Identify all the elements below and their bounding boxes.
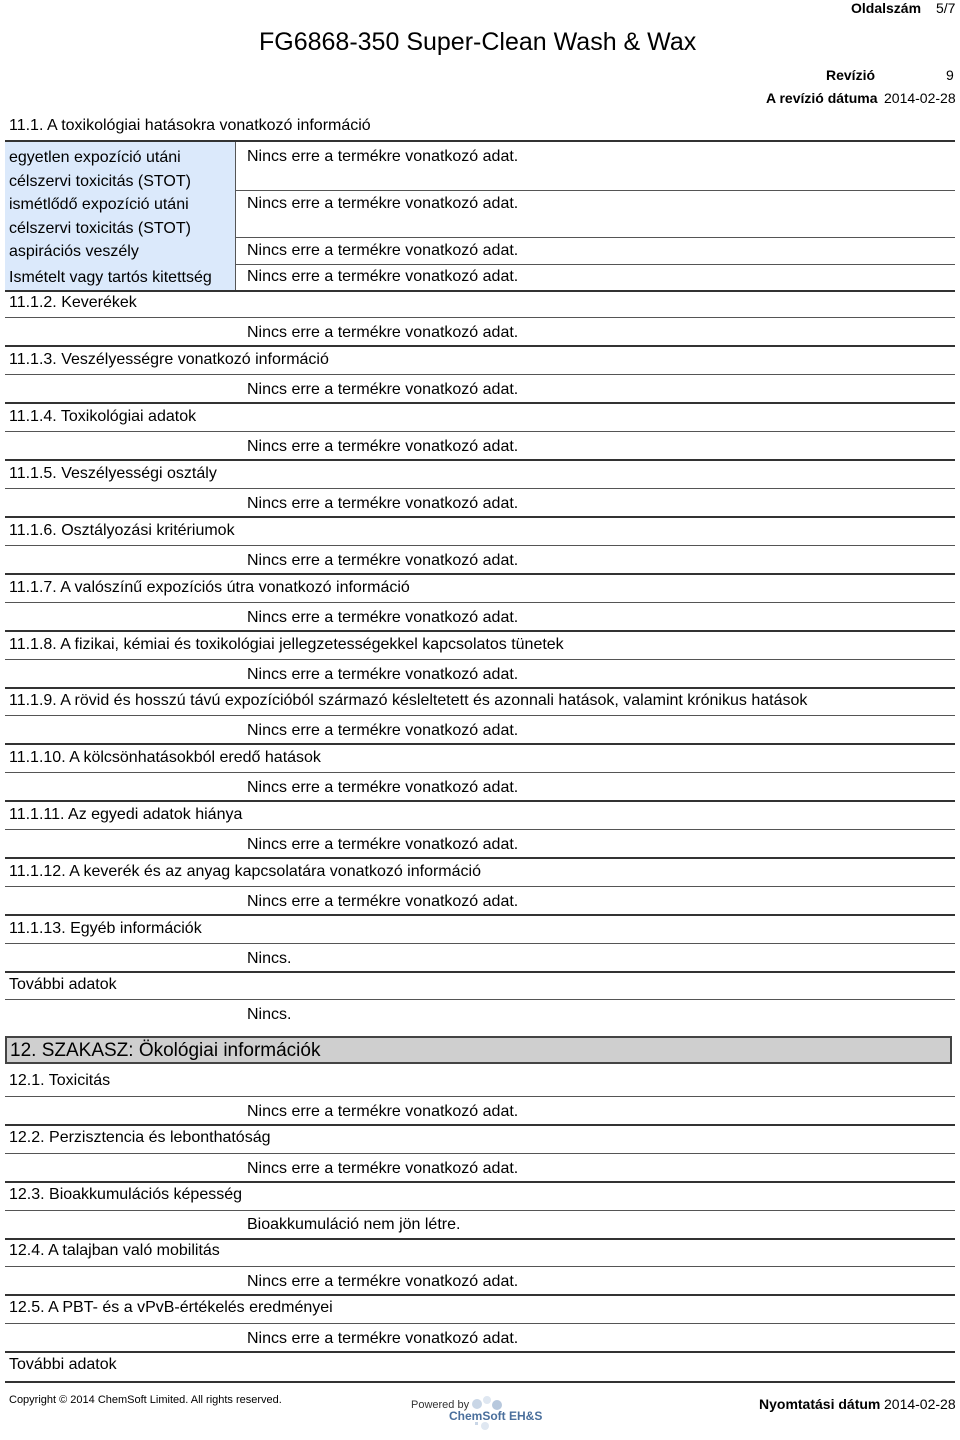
logo-text: ChemSoft EH&S [449, 1409, 543, 1423]
revision-date-label: A revízió dátuma [766, 90, 878, 106]
subsection-11-1-3-value: Nincs erre a termékre vonatkozó adat. [247, 381, 519, 398]
divider [5, 687, 955, 689]
subsection-11-1-7-heading: 11.1.7. A valószínű expozíciós útra vonatkozó információ [9, 579, 410, 596]
divider [5, 602, 955, 603]
subsection-11-1-10-heading: 11.1.10. A kölcsönhatásokból eredő hatások [9, 749, 321, 766]
subsection-11-1-11-value: Nincs erre a termékre vonatkozó adat. [247, 836, 519, 853]
subsection-11-1-6-heading: 11.1.6. Osztályozási kritériumok [9, 522, 235, 539]
subsection-11-1-5-heading: 11.1.5. Veszélyességi osztály [9, 465, 217, 482]
divider [5, 857, 955, 859]
chemsoft-logo-icon [447, 1392, 543, 1434]
subsection-12-3-heading: 12.3. Bioakkumulációs képesség [9, 1186, 243, 1203]
divider [5, 630, 955, 632]
divider [5, 573, 955, 575]
divider [5, 1181, 955, 1183]
divider [5, 431, 955, 432]
divider [5, 1294, 955, 1296]
divider [236, 190, 955, 191]
divider [5, 1381, 955, 1383]
divider [5, 1210, 955, 1211]
subsection-11-1-9-value: Nincs erre a termékre vonatkozó adat. [247, 722, 519, 739]
revision-value: 9 [946, 67, 954, 83]
subsection-12-1-value: Nincs erre a termékre vonatkozó adat. [247, 1103, 519, 1120]
section-11-1-heading: 11.1. A toxikológiai hatásokra vonatkozó információ [9, 117, 371, 134]
subsection-11-1-13-heading: 11.1.13. Egyéb információk [9, 920, 202, 937]
aspiration-hazard-value: Nincs erre a termékre vonatkozó adat. [247, 242, 519, 259]
subsection-11-1-3-heading: 11.1.3. Veszélyességre vonatkozó információ [9, 351, 329, 368]
print-date-label: Nyomtatási dátum [759, 1396, 881, 1412]
divider [5, 545, 955, 546]
revision-date-value: 2014-02-28 [884, 90, 956, 106]
revision-label: Revízió [826, 67, 876, 83]
subsection-12-4-value: Nincs erre a termékre vonatkozó adat. [247, 1273, 519, 1290]
subsection-11-1-10-value: Nincs erre a termékre vonatkozó adat. [247, 779, 519, 796]
divider [5, 402, 955, 404]
repeated-exposure-label: Ismételt vagy tartós kitettség [9, 269, 212, 286]
divider [5, 345, 955, 347]
subsection-12-2-value: Nincs erre a termékre vonatkozó adat. [247, 1160, 519, 1177]
further-info-heading: További adatok [9, 976, 117, 993]
divider [5, 1124, 955, 1126]
stot-repeated-value: Nincs erre a termékre vonatkozó adat. [247, 195, 519, 212]
subsection-11-1-6-value: Nincs erre a termékre vonatkozó adat. [247, 552, 519, 569]
subsection-11-1-9-heading: 11.1.9. A rövid és hosszú távú expozícióból származó késleltetett és azonnali hatások, valamint krónikus hatások [9, 692, 808, 709]
divider [5, 743, 955, 745]
divider [5, 1096, 955, 1097]
divider [5, 317, 955, 318]
divider [5, 290, 955, 292]
divider [5, 886, 955, 887]
subsection-11-1-5-value: Nincs erre a termékre vonatkozó adat. [247, 495, 519, 512]
divider [5, 772, 955, 773]
subsection-12-4-heading: 12.4. A talajban való mobilitás [9, 1242, 220, 1259]
powered-by-label: Powered by [411, 1399, 470, 1411]
aspiration-hazard-label: aspirációs veszély [9, 243, 139, 260]
subsection-11-1-4-heading: 11.1.4. Toxikológiai adatok [9, 408, 197, 425]
subsection-12-1-heading: 12.1. Toxicitás [9, 1072, 111, 1089]
footer-copyright: Copyright © 2014 ChemSoft Limited. All rights reserved. [9, 1394, 282, 1406]
divider [5, 943, 955, 944]
divider [5, 1238, 955, 1240]
divider [5, 459, 955, 461]
section-12-further-info-heading: További adatok [9, 1356, 117, 1373]
stot-single-value: Nincs erre a termékre vonatkozó adat. [247, 148, 519, 165]
subsection-11-1-11-heading: 11.1.11. Az egyedi adatok hiánya [9, 806, 243, 823]
page-number-value: 5/7 [936, 0, 956, 16]
divider [5, 829, 955, 830]
further-info-value: Nincs. [247, 1006, 292, 1023]
divider [5, 1266, 955, 1267]
divider [236, 237, 955, 238]
divider [5, 914, 955, 916]
divider [5, 1323, 955, 1324]
document-title: FG6868-350 Super-Clean Wash & Wax [259, 28, 697, 56]
subsection-11-1-2-heading: 11.1.2. Keverékek [9, 294, 137, 311]
subsection-12-5-heading: 12.5. A PBT- és a vPvB-értékelés eredményei [9, 1299, 333, 1316]
subsection-11-1-8-heading: 11.1.8. A fizikai, kémiai és toxikológiai jellegzetességekkel kapcsolatos tünetek [9, 636, 564, 653]
divider [5, 516, 955, 518]
subsection-12-2-heading: 12.2. Perzisztencia és lebonthatóság [9, 1129, 271, 1146]
divider [5, 800, 955, 802]
subsection-11-1-4-value: Nincs erre a termékre vonatkozó adat. [247, 438, 519, 455]
subsection-11-1-2-value: Nincs erre a termékre vonatkozó adat. [247, 324, 519, 341]
print-date-value: 2014-02-28 [884, 1396, 956, 1412]
divider [5, 1351, 955, 1353]
divider [236, 264, 955, 265]
subsection-11-1-13-value: Nincs. [247, 950, 292, 967]
subsection-11-1-12-value: Nincs erre a termékre vonatkozó adat. [247, 893, 519, 910]
subsection-11-1-7-value: Nincs erre a termékre vonatkozó adat. [247, 609, 519, 626]
subsection-11-1-8-value: Nincs erre a termékre vonatkozó adat. [247, 666, 519, 683]
divider [5, 1153, 955, 1154]
section-12-heading: 12. SZAKASZ: Ökológiai információk [5, 1036, 952, 1064]
repeated-exposure-value: Nincs erre a termékre vonatkozó adat. [247, 268, 519, 285]
divider [5, 374, 955, 375]
divider [5, 488, 955, 489]
divider [5, 715, 955, 716]
stot-single-label: egyetlen expozíció utáni célszervi toxicitás (STOT) [9, 149, 191, 190]
divider [5, 999, 955, 1000]
subsection-12-3-value: Bioakkumuláció nem jön létre. [247, 1216, 461, 1233]
divider [5, 659, 955, 660]
divider [5, 971, 955, 973]
stot-repeated-label: ismétlődő expozíció utáni célszervi toxicitás (STOT) [9, 196, 191, 237]
subsection-12-5-value: Nincs erre a termékre vonatkozó adat. [247, 1330, 519, 1347]
chemsoft-logo [447, 1392, 543, 1434]
page-number-label: Oldalszám [851, 0, 922, 16]
subsection-11-1-12-heading: 11.1.12. A keverék és az anyag kapcsolatára vonatkozó információ [9, 863, 481, 880]
